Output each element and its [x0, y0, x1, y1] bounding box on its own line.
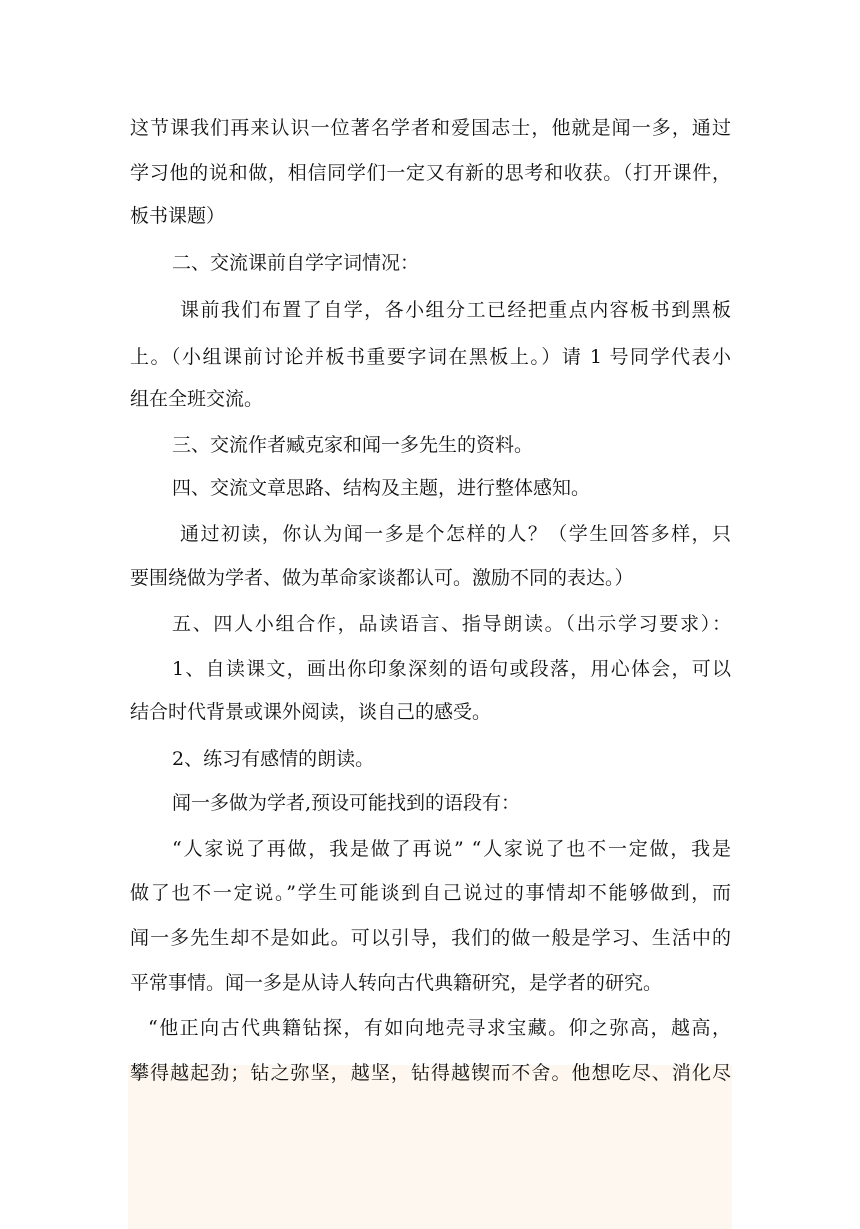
paragraph-line: 闻一多先生却不是如此。可以引导，我们的做一般是学习、生活中的: [130, 927, 731, 949]
paragraph-line: 课前我们布置了自学，各小组分工已经把重点内容板书到黑板: [180, 299, 731, 321]
paragraph-line: “人家说了再做，我是做了再说” “人家说了也不一定做，我是: [172, 838, 731, 860]
paragraph-line: 平常事情。闻一多是从诗人转向古代典籍研究，是学者的研究。: [130, 972, 663, 994]
paragraph-line: 学习他的说和做，相信同学们一定又有新的思考和收获。（打开课件，: [130, 162, 731, 184]
paragraph-line: 上。（小组课前讨论并板书重要字词在黑板上。）请 1 号同学代表小: [130, 346, 731, 368]
paragraph-line: 闻一多做为学者,预设可能找到的语段有：: [172, 792, 521, 814]
quote-line: 攀得越起劲；钻之弥坚，越坚，钻得越锲而不舍。他想吃尽、消化尽: [130, 1062, 731, 1084]
section-heading: 三、交流作者臧克家和闻一多先生的资料。: [172, 434, 534, 456]
section-heading: 五、四人小组合作，品读语言、指导朗读。（出示学习要求）：: [172, 613, 731, 635]
paragraph-line: 板书课题）: [130, 205, 226, 227]
paragraph-line: 这节课我们再来认识一位著名学者和爱国志士，他就是闻一多，通过: [130, 117, 731, 139]
paragraph-line: 1、自读课文，画出你印象深刻的语句或段落，用心体会，可以: [172, 658, 731, 680]
paragraph-line: 通过初读，你认为闻一多是个怎样的人？（学生回答多样，只: [180, 523, 731, 545]
paragraph-line: 要围绕做为学者、做为革命家谈都认可。激励不同的表达。）: [130, 567, 634, 589]
section-heading: 四、交流文章思路、结构及主题，进行整体感知。: [172, 477, 591, 499]
paragraph-line: 2、练习有感情的朗读。: [172, 748, 375, 770]
paragraph-line: 结合时代背景或课外阅读，谈自己的感受。: [130, 701, 492, 723]
paragraph-line: 做了也不一定说。”学生可能谈到自己说过的事情却不能够做到，而: [130, 882, 731, 904]
quote-line: “他正向古代典籍钻探，有如向地壳寻求宝藏。仰之弥高，越高，: [148, 1017, 731, 1039]
section-heading: 二、交流课前自学字词情况：: [172, 252, 420, 274]
paragraph-line: 组在全班交流。: [130, 388, 264, 410]
